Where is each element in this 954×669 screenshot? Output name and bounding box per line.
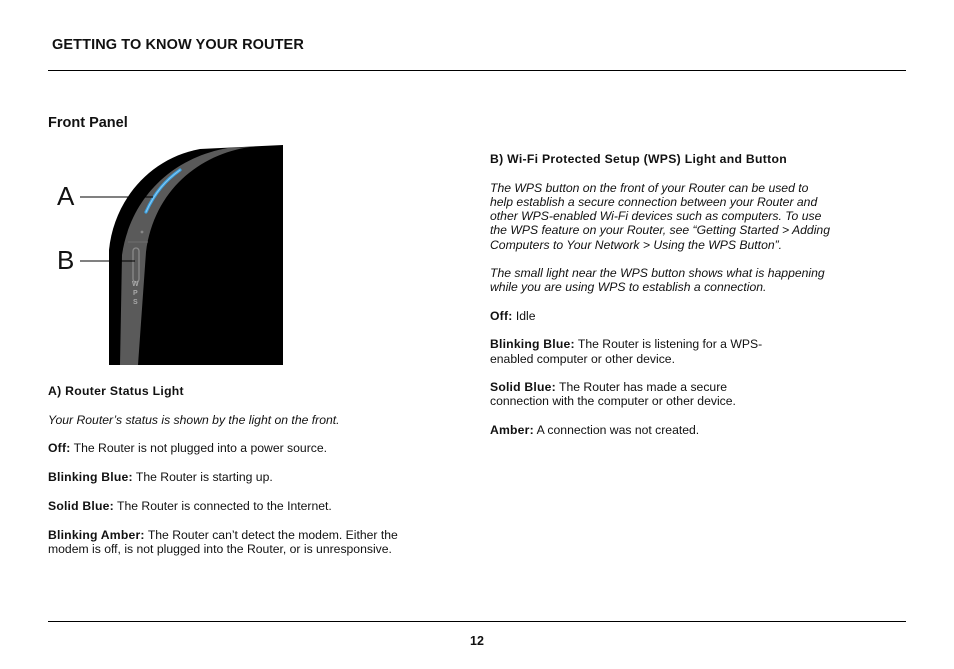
wps-status-text: The Router has made a secure [555,380,728,395]
wps-item-amber [490,423,890,437]
wps-description [490,181,890,252]
page-header-title: GETTING TO KNOW YOUR ROUTER [52,37,304,53]
wps-status-text-continued: connection with the computer or other device. [490,394,736,409]
status-text: The Router can’t detect the modem. Either the [144,527,398,542]
page-number: 12 [470,634,484,648]
wps-item-solid-blue [490,380,890,394]
wps-heading: B) Wi-Fi Protected Setup (WPS) Light and Button [490,152,787,166]
wps-status-text: Idle [512,308,536,323]
wps-letter-s: S [133,299,138,306]
status-label: Blinking Amber: [48,527,145,542]
status-text: The Router is starting up. [132,470,273,485]
status-text-continued: modem is off, is not plugged into the Router, or is unresponsive. [48,541,392,556]
wps-letter-w: W [132,281,139,288]
status-item-blinking-blue [48,470,468,484]
status-text: The Router is connected to the Internet. [113,498,332,513]
status-label: Solid Blue: [48,498,114,513]
wps-status-label: Solid Blue: [490,380,556,395]
wps-status-label: Off: [490,308,513,323]
router-status-light-section [48,384,468,556]
wps-item-blinking-blue [490,337,890,351]
wps-description-line: the WPS feature on your Router, see “Getting Started > Adding [490,223,830,238]
section-title: Front Panel [48,115,128,131]
wps-letter-p: P [133,290,138,297]
wps-light-description [490,266,890,294]
wps-light-description-line: while you are using WPS to establish a connection. [490,279,767,294]
wps-status-text: A connection was not created. [533,423,700,438]
wps-description-line: Computers to Your Network > Using the WPS Button”. [490,237,783,252]
wps-status-text-continued: enabled computer or other device. [490,351,675,366]
wps-description-line: The WPS button on the front of your Router can be used to [490,180,809,195]
status-label: Off: [48,441,71,456]
router-front-panel-figure [50,140,290,370]
wps-item-off [490,309,890,323]
wps-status-label: Blinking Blue: [490,337,575,352]
wps-description-line: other WPS-enabled Wi-Fi devices such as computers. To use [490,209,822,224]
wps-description-line: help establish a secure connection between your Router and [490,194,818,209]
status-light-heading: A) Router Status Light [48,384,184,398]
wps-status-label: Amber: [490,423,534,438]
wps-light-icon [141,231,144,234]
status-item-blinking-amber [48,528,468,542]
callout-a-label: A [57,181,75,211]
wps-section [490,152,890,437]
status-label: Blinking Blue: [48,470,133,485]
status-text: The Router is not plugged into a power source. [70,441,328,456]
footer-rule [48,621,906,622]
header-rule [48,70,906,71]
status-light-intro: Your Router’s status is shown by the light on the front. [48,412,340,427]
callout-b-label: B [57,245,75,275]
status-item-off [48,441,468,455]
wps-status-text: The Router is listening for a WPS- [574,337,763,352]
status-item-solid-blue [48,499,468,513]
wps-light-description-line: The small light near the WPS button shows what is happening [490,265,825,280]
